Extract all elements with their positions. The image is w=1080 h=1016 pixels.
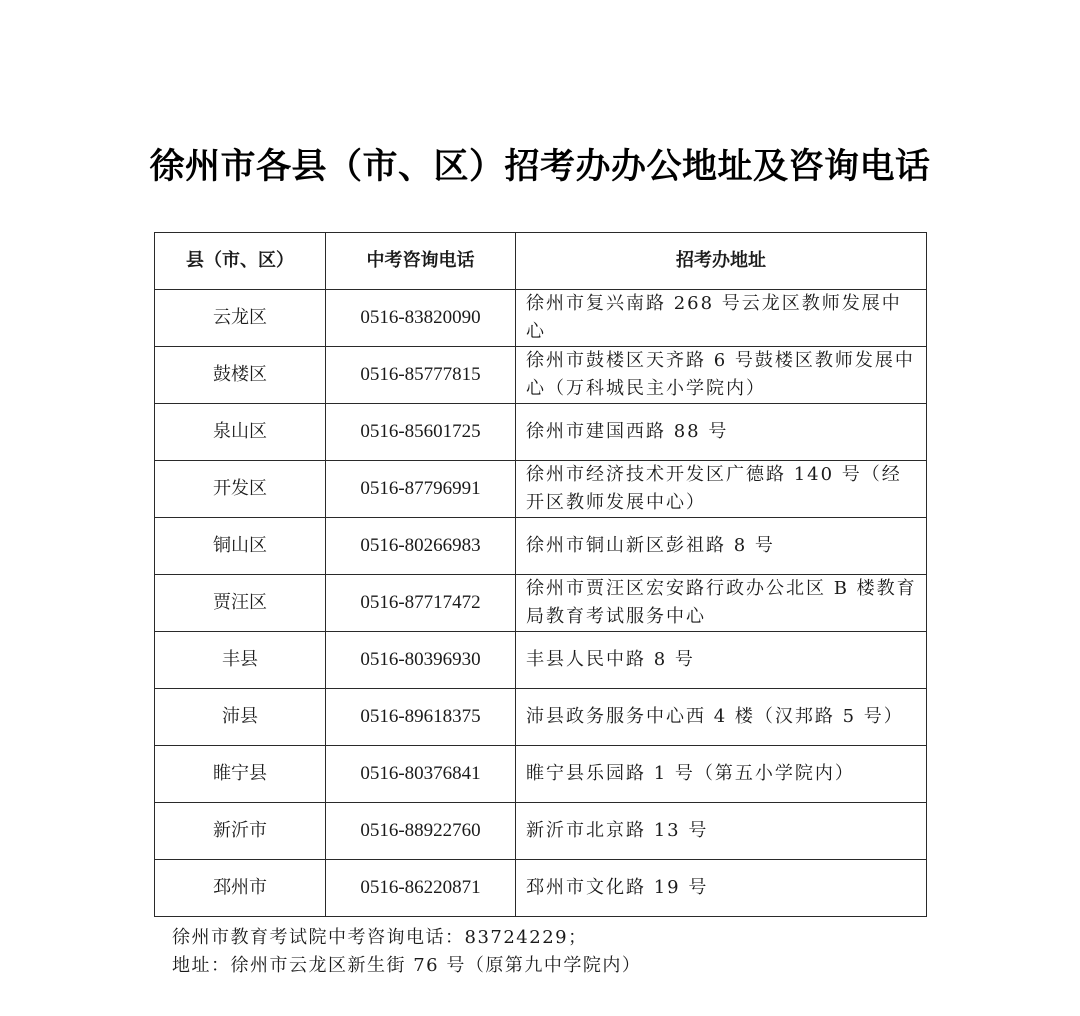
phone-cell: 0516-85777815: [326, 347, 516, 404]
address-cell: 邳州市文化路 19 号: [516, 860, 927, 917]
table-header-row: [155, 233, 927, 290]
table-row: [155, 575, 927, 632]
office-table: [154, 232, 927, 917]
phone-cell: 0516-80376841: [326, 746, 516, 803]
table-row: [155, 803, 927, 860]
footer-note: [172, 924, 641, 980]
header-district: 县（市、区）: [155, 233, 326, 290]
district-cell: 新沂市: [155, 803, 326, 860]
table-row: [155, 632, 927, 689]
address-cell: 沛县政务服务中心西 4 楼（汉邦路 5 号）: [516, 689, 927, 746]
header-phone: 中考咨询电话: [326, 233, 516, 290]
phone-cell: 0516-87717472: [326, 575, 516, 632]
district-cell: 云龙区: [155, 290, 326, 347]
footer-address: 地址：徐州市云龙区新生街 76 号（原第九中学院内）: [172, 955, 642, 976]
address-cell: 徐州市复兴南路 268 号云龙区教师发展中心: [516, 290, 927, 347]
table-row: [155, 746, 927, 803]
phone-cell: 0516-80266983: [326, 518, 516, 575]
phone-cell: 0516-87796991: [326, 461, 516, 518]
district-cell: 铜山区: [155, 518, 326, 575]
header-address: 招考办地址: [516, 233, 927, 290]
phone-cell: 0516-88922760: [326, 803, 516, 860]
footer-hotline: 徐州市教育考试院中考咨询电话：83724229；: [172, 927, 588, 948]
phone-cell: 0516-89618375: [326, 689, 516, 746]
district-cell: 睢宁县: [155, 746, 326, 803]
table-row: [155, 347, 927, 404]
district-cell: 贾汪区: [155, 575, 326, 632]
district-cell: 泉山区: [155, 404, 326, 461]
page-title: 徐州市各县（市、区）招考办办公地址及咨询电话: [149, 147, 931, 188]
district-cell: 开发区: [155, 461, 326, 518]
address-cell: 睢宁县乐园路 1 号（第五小学院内）: [516, 746, 927, 803]
district-cell: 沛县: [155, 689, 326, 746]
district-cell: 邳州市: [155, 860, 326, 917]
district-cell: 鼓楼区: [155, 347, 326, 404]
address-cell: 徐州市经济技术开发区广德路 140 号（经开区教师发展中心）: [516, 461, 927, 518]
table-row: [155, 461, 927, 518]
table-row: [155, 689, 927, 746]
phone-cell: 0516-86220871: [326, 860, 516, 917]
address-cell: 丰县人民中路 8 号: [516, 632, 927, 689]
phone-cell: 0516-80396930: [326, 632, 516, 689]
address-cell: 徐州市鼓楼区天齐路 6 号鼓楼区教师发展中心（万科城民主小学院内）: [516, 347, 927, 404]
table-row: [155, 404, 927, 461]
table-row: [155, 518, 927, 575]
address-cell: 徐州市贾汪区宏安路行政办公北区 B 楼教育局教育考试服务中心: [516, 575, 927, 632]
address-cell: 新沂市北京路 13 号: [516, 803, 927, 860]
district-cell: 丰县: [155, 632, 326, 689]
phone-cell: 0516-85601725: [326, 404, 516, 461]
phone-cell: 0516-83820090: [326, 290, 516, 347]
address-cell: 徐州市铜山新区彭祖路 8 号: [516, 518, 927, 575]
table-row: [155, 290, 927, 347]
table-row: [155, 860, 927, 917]
address-cell: 徐州市建国西路 88 号: [516, 404, 927, 461]
